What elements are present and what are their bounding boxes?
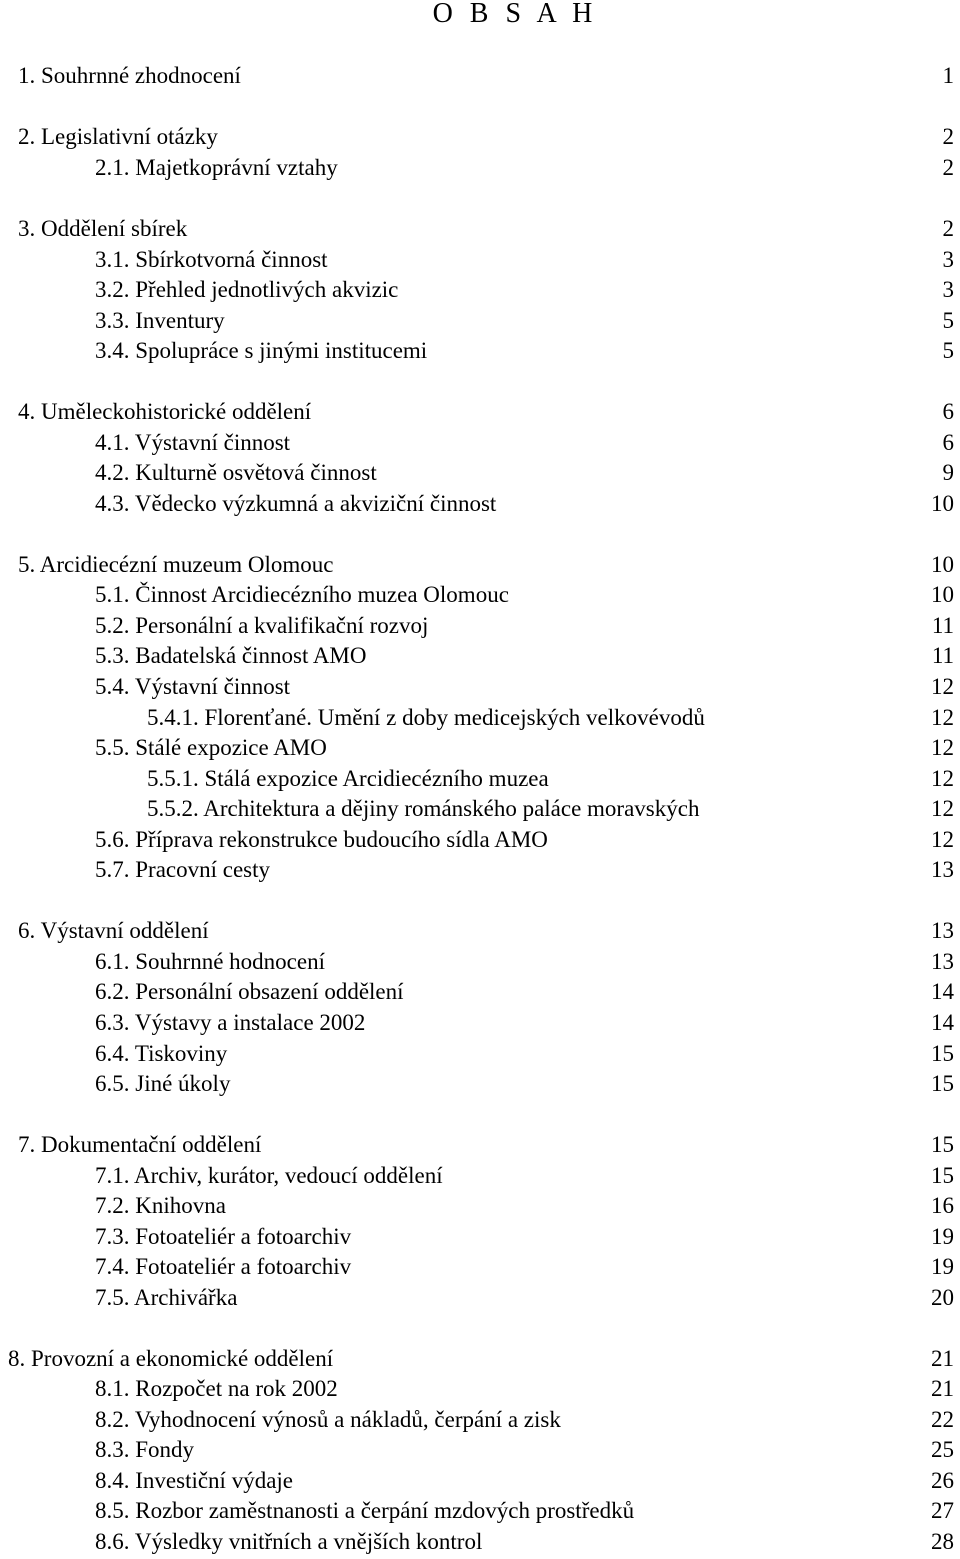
toc-entry-title: 6.4. Tiskoviny — [95, 1041, 228, 1066]
toc-entry-page: 12 — [931, 796, 954, 821]
toc-entry — [0, 1008, 960, 1038]
toc-entry-title: 8.6. Výsledky vnitřních a vnějších kontrol — [95, 1529, 483, 1554]
toc-entry-page: 12 — [931, 766, 954, 791]
toc-entry-title: 5.5. Stálé expozice AMO — [95, 735, 327, 760]
toc-entry — [0, 947, 960, 977]
toc-entry-page: 25 — [931, 1437, 954, 1462]
toc-entry — [0, 214, 960, 244]
toc-entry — [0, 61, 960, 91]
toc-entry-page: 11 — [931, 643, 954, 668]
toc-entry-page: 12 — [931, 827, 954, 852]
toc-entry-title: 5.3. Badatelská činnost AMO — [95, 643, 367, 668]
toc-entry — [0, 336, 960, 366]
toc-entry-page: 26 — [931, 1468, 954, 1493]
toc-entry-page: 16 — [931, 1193, 954, 1218]
toc-entry-page: 11 — [931, 613, 954, 638]
toc-entry-title: 5.4. Výstavní činnost — [95, 674, 291, 699]
toc-entry — [0, 397, 960, 427]
toc-entry — [0, 580, 960, 610]
toc-entry-title: 3. Oddělení sbírek — [18, 216, 188, 241]
toc-entry — [0, 1069, 960, 1099]
toc-entry — [0, 1191, 960, 1221]
toc-entry-page: 22 — [931, 1407, 954, 1432]
toc-entry — [0, 489, 960, 519]
toc-entry-title: 6.5. Jiné úkoly — [95, 1071, 231, 1096]
toc-entry-page: 13 — [931, 949, 954, 974]
toc-entry-title: 8.4. Investiční výdaje — [95, 1468, 294, 1493]
toc-entry-title: 8.5. Rozbor zaměstnanosti a čerpání mzdových prostředků — [95, 1498, 635, 1523]
toc-entry-title: 1. Souhrnné zhodnocení — [18, 63, 241, 88]
toc-entry — [0, 1496, 960, 1526]
toc-entry-page: 2 — [942, 124, 954, 149]
toc-entry-title: 8.1. Rozpočet na rok 2002 — [95, 1376, 338, 1401]
toc-entry — [0, 825, 960, 855]
toc-entry-page: 10 — [931, 491, 954, 516]
page-title: O B S A H — [432, 0, 598, 29]
toc-entry-title: 6.3. Výstavy a instalace 2002 — [95, 1010, 366, 1035]
toc-entry — [0, 1039, 960, 1069]
toc-entry-title: 5.6. Příprava rekonstrukce budoucího sídla AMO — [95, 827, 548, 852]
toc-entry — [0, 1161, 960, 1191]
toc-entry-page: 1 — [942, 63, 954, 88]
toc-entry — [0, 672, 960, 702]
toc-entry-title: 3.4. Spolupráce s jinými institucemi — [95, 338, 428, 363]
toc-entry-title: 5. Arcidiecézní muzeum Olomouc — [18, 552, 334, 577]
toc-entry — [0, 1283, 960, 1313]
toc-entry — [0, 275, 960, 305]
toc-entry — [0, 1222, 960, 1252]
toc-entry-title: 6.2. Personální obsazení oddělení — [95, 979, 404, 1004]
toc-entry-page: 10 — [931, 582, 954, 607]
toc-entry-title: 4.2. Kulturně osvětová činnost — [95, 460, 377, 485]
toc-entry — [0, 733, 960, 763]
toc-entry-page: 15 — [931, 1163, 954, 1188]
toc-entry — [0, 1130, 960, 1160]
toc-entry — [0, 764, 960, 794]
toc-entry-page: 12 — [931, 735, 954, 760]
toc-entry-page: 14 — [931, 1010, 954, 1035]
toc-entry-page: 3 — [942, 247, 954, 272]
toc-entry-title: 6.1. Souhrnné hodnocení — [95, 949, 325, 974]
toc-entry — [0, 977, 960, 1007]
toc-entry — [0, 122, 960, 152]
toc-entry — [0, 855, 960, 885]
toc-entry — [0, 1374, 960, 1404]
toc-entry — [0, 1344, 960, 1374]
toc-entry-title: 7.1. Archiv, kurátor, vedoucí oddělení — [95, 1163, 443, 1188]
toc-entry-title: 7.3. Fotoateliér a fotoarchiv — [95, 1224, 352, 1249]
toc-entry-page: 12 — [931, 674, 954, 699]
toc-entry-page: 3 — [942, 277, 954, 302]
toc-entry-page: 15 — [931, 1132, 954, 1157]
toc-entry-title: 7.2. Knihovna — [95, 1193, 226, 1218]
toc-entry-page: 15 — [931, 1041, 954, 1066]
toc-entry-page: 6 — [942, 430, 954, 455]
toc-entry — [0, 245, 960, 275]
toc-entry-title: 8. Provozní a ekonomické oddělení — [8, 1346, 334, 1371]
toc-entry-title: 6. Výstavní oddělení — [18, 918, 209, 943]
toc-entry-page: 28 — [931, 1529, 954, 1554]
toc-entry-title: 5.7. Pracovní cesty — [95, 857, 271, 882]
toc-entry-page: 5 — [942, 338, 954, 363]
toc-entry-title: 4.1. Výstavní činnost — [95, 430, 291, 455]
toc-entry — [0, 1435, 960, 1465]
toc-entry-title: 7.4. Fotoateliér a fotoarchiv — [95, 1254, 352, 1279]
toc-entry-title: 4. Uměleckohistorické oddělení — [18, 399, 312, 424]
toc-entry — [0, 1405, 960, 1435]
toc-entry — [0, 1466, 960, 1496]
toc-entry-page: 19 — [931, 1254, 954, 1279]
toc-entry-page: 2 — [942, 216, 954, 241]
toc-entry-page: 6 — [942, 399, 954, 424]
toc-entry-title: 5.4.1. Florenťané. Umění z doby medicejských velkovévodů — [147, 705, 705, 730]
toc-entry-title: 7.5. Archivářka — [95, 1285, 238, 1310]
toc-entry-title: 3.2. Přehled jednotlivých akvizic — [95, 277, 399, 302]
toc-entry-page: 10 — [931, 552, 954, 577]
toc-entry-page: 27 — [931, 1498, 954, 1523]
toc-entry — [0, 428, 960, 458]
toc-entry-title: 8.2. Vyhodnocení výnosů a nákladů, čerpání a zisk — [95, 1407, 561, 1432]
toc-entry — [0, 641, 960, 671]
toc-entry — [0, 611, 960, 641]
toc-entry-page: 15 — [931, 1071, 954, 1096]
toc-entry-title: 5.5.2. Architektura a dějiny románského paláce moravských — [147, 796, 700, 821]
toc-entry-title: 3.3. Inventury — [95, 308, 225, 333]
toc-entry-title: 5.5.1. Stálá expozice Arcidiecézního muzea — [147, 766, 549, 791]
toc-entry-title: 2. Legislativní otázky — [18, 124, 218, 149]
toc-entry-title: 5.1. Činnost Arcidiecézního muzea Olomouc — [95, 582, 509, 607]
toc-entry-page: 13 — [931, 918, 954, 943]
toc-entry — [0, 550, 960, 580]
toc-entry — [0, 916, 960, 946]
toc-entry-page: 21 — [931, 1376, 954, 1401]
toc-entry — [0, 1252, 960, 1282]
toc-entry-page: 2 — [942, 155, 954, 180]
toc-entry — [0, 1527, 960, 1557]
toc-entry-page: 12 — [931, 705, 954, 730]
toc-entry-page: 20 — [931, 1285, 954, 1310]
toc-entry-page: 9 — [942, 460, 954, 485]
toc-entry-page: 5 — [942, 308, 954, 333]
toc-entry-page: 21 — [931, 1346, 954, 1371]
toc-entry-page: 14 — [931, 979, 954, 1004]
toc-entry — [0, 794, 960, 824]
toc-entry-page: 19 — [931, 1224, 954, 1249]
toc-entry-title: 5.2. Personální a kvalifikační rozvoj — [95, 613, 429, 638]
toc-entry — [0, 458, 960, 488]
toc-entry-title: 8.3. Fondy — [95, 1437, 195, 1462]
toc-entry-page: 13 — [931, 857, 954, 882]
toc-entry-title: 4.3. Vědecko výzkumná a akviziční činnost — [95, 491, 497, 516]
toc-entry — [0, 703, 960, 733]
toc-entry-title: 2.1. Majetkoprávní vztahy — [95, 155, 338, 180]
toc-entry-title: 7. Dokumentační oddělení — [18, 1132, 262, 1157]
toc-entry — [0, 306, 960, 336]
toc-entry-title: 3.1. Sbírkotvorná činnost — [95, 247, 328, 272]
toc-entry — [0, 153, 960, 183]
